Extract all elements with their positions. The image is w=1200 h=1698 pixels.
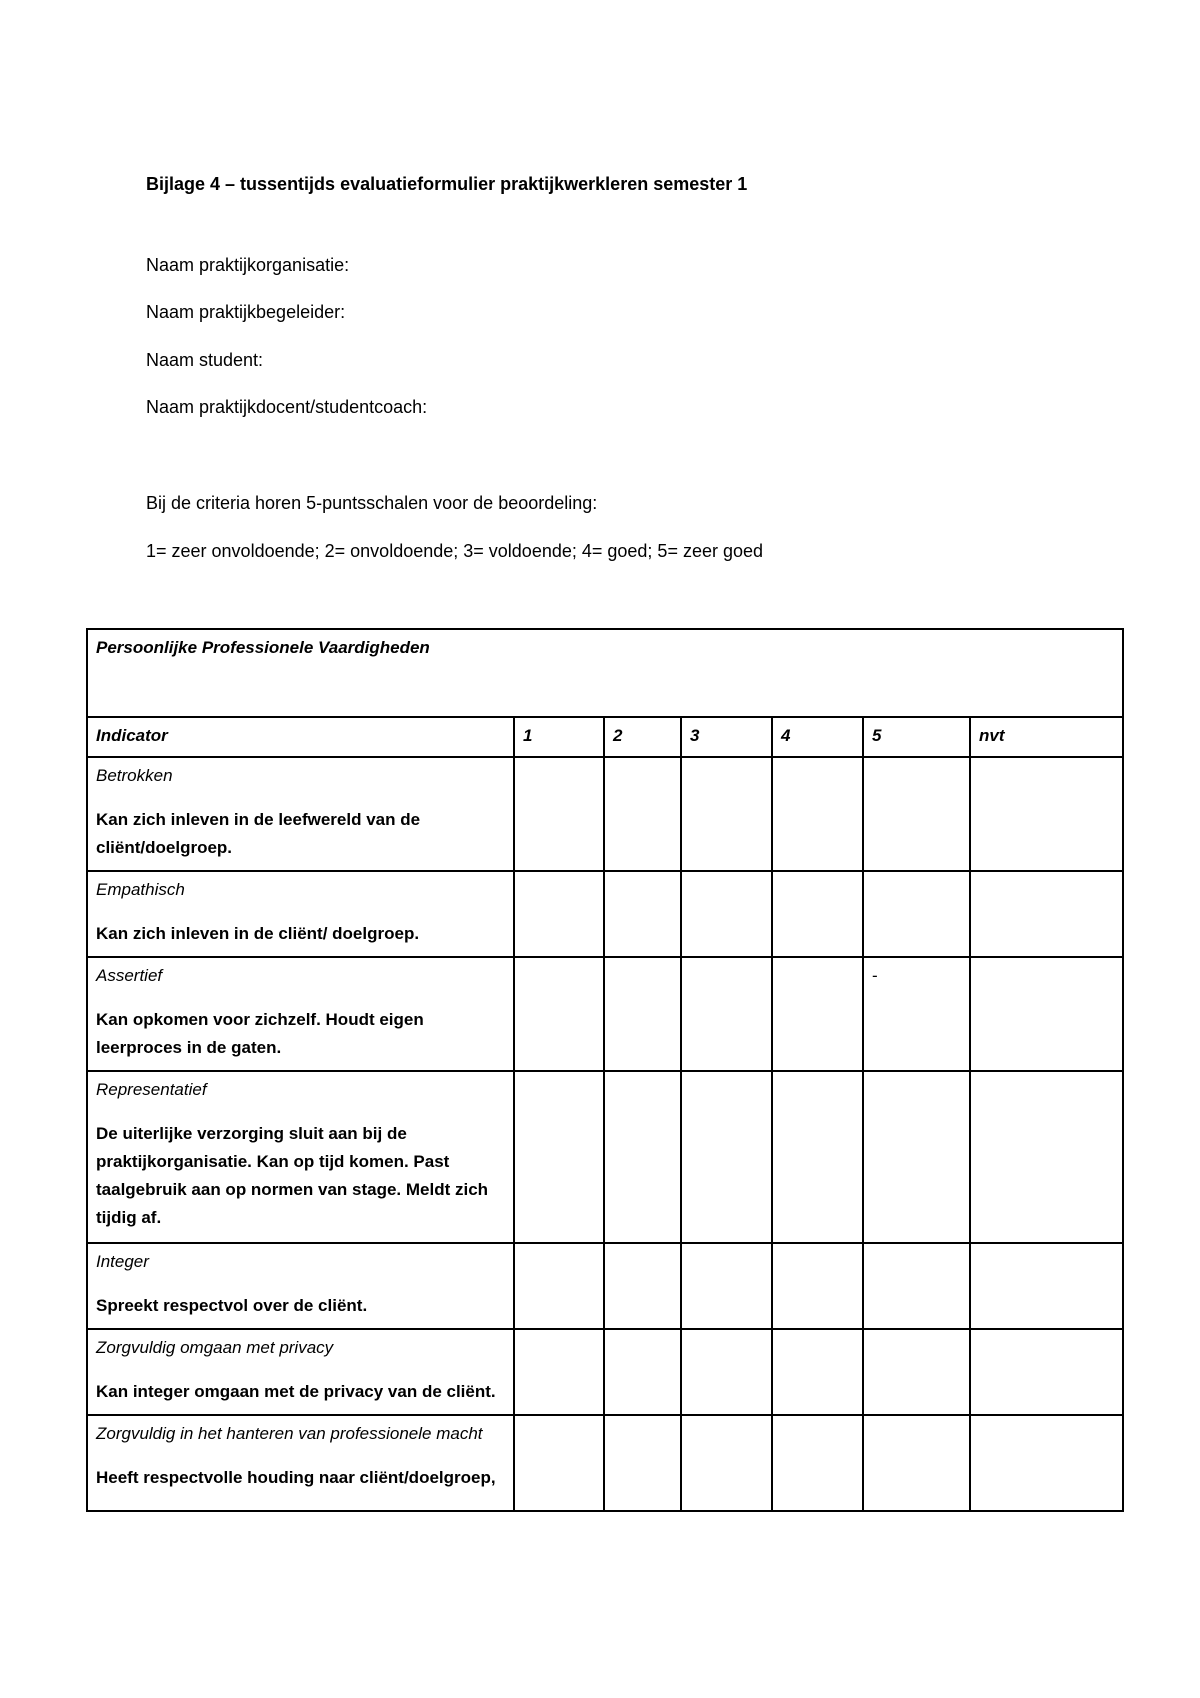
criterion-description: Kan zich inleven in de leefwereld van de cliënt/doelgroep. (96, 810, 421, 857)
criterion-description: Kan zich inleven in de cliënt/ doelgroep. (96, 924, 420, 943)
score-1-cell[interactable] (514, 1329, 604, 1415)
column-header-3: 3 (681, 717, 772, 757)
criterion-description: Kan opkomen voor zichzelf. Houdt eigen leerproces in de gaten. (96, 1010, 424, 1057)
score-nvt-cell[interactable] (970, 957, 1123, 1071)
score-4-cell[interactable] (772, 1415, 863, 1511)
criterion-name: Zorgvuldig in het hanteren van professionele macht (96, 1424, 483, 1443)
score-2-cell[interactable] (604, 1329, 681, 1415)
score-4-cell[interactable] (772, 1329, 863, 1415)
criterion-name: Zorgvuldig omgaan met privacy (96, 1338, 334, 1357)
scale-intro: Bij de criteria horen 5-puntsschalen voor de beoordeling: (146, 493, 598, 513)
score-3-cell[interactable] (681, 1071, 772, 1243)
score-3-cell[interactable] (681, 1415, 772, 1511)
criterion-indicator-cell (87, 1243, 514, 1329)
score-1-cell[interactable] (514, 1243, 604, 1329)
section-title: Persoonlijke Professionele Vaardigheden (87, 629, 1123, 717)
score-nvt-cell[interactable] (970, 757, 1123, 871)
score-4-cell[interactable] (772, 1071, 863, 1243)
score-3-cell[interactable] (681, 1243, 772, 1329)
criterion-description: De uiterlijke verzorging sluit aan bij de praktijkorganisatie. Kan op tijd komen. Past taalgebruik aan op normen van stage. Meldt zich tijdig af. (96, 1124, 489, 1227)
column-header-2: 2 (604, 717, 681, 757)
score-nvt-cell[interactable] (970, 1415, 1123, 1511)
score-2-cell[interactable] (604, 1071, 681, 1243)
criterion-row (87, 1415, 1123, 1511)
score-1-cell[interactable] (514, 957, 604, 1071)
criterion-row (87, 1329, 1123, 1415)
criterion-indicator-cell (87, 757, 514, 871)
score-2-cell[interactable] (604, 757, 681, 871)
score-3-cell[interactable] (681, 871, 772, 957)
criterion-description: Kan integer omgaan met de privacy van de cliënt. (96, 1382, 496, 1401)
document-title: Bijlage 4 – tussentijds evaluatieformulier praktijkwerkleren semester 1 (146, 174, 748, 194)
score-1-cell[interactable] (514, 1415, 604, 1511)
score-3-cell[interactable] (681, 757, 772, 871)
field-student: Naam student: (146, 350, 264, 370)
score-nvt-cell[interactable] (970, 1071, 1123, 1243)
criterion-description: Heeft respectvolle houding naar cliënt/doelgroep, (96, 1468, 496, 1487)
score-1-cell[interactable] (514, 1071, 604, 1243)
score-2-cell[interactable] (604, 871, 681, 957)
criterion-indicator-cell (87, 957, 514, 1071)
criterion-name: Assertief (96, 966, 163, 985)
criterion-indicator-cell (87, 1071, 514, 1243)
field-teacher: Naam praktijkdocent/studentcoach: (146, 397, 428, 417)
column-header-1: 1 (514, 717, 604, 757)
criterion-indicator-cell (87, 1329, 514, 1415)
column-header-indicator: Indicator (87, 717, 514, 757)
criterion-name: Integer (96, 1252, 149, 1271)
field-organisation: Naam praktijkorganisatie: (146, 255, 350, 275)
criterion-row (87, 1243, 1123, 1329)
score-1-cell[interactable] (514, 757, 604, 871)
column-header-5: 5 (863, 717, 970, 757)
score-nvt-cell[interactable] (970, 1329, 1123, 1415)
criterion-row (87, 1071, 1123, 1243)
score-2-cell[interactable] (604, 957, 681, 1071)
score-5-cell[interactable] (863, 1243, 970, 1329)
score-5-cell[interactable]: - (863, 957, 970, 1071)
score-1-cell[interactable] (514, 871, 604, 957)
criterion-row (87, 757, 1123, 871)
scale-legend: 1= zeer onvoldoende; 2= onvoldoende; 3= voldoende; 4= goed; 5= zeer goed (146, 541, 764, 561)
criterion-indicator-cell (87, 1415, 514, 1511)
score-4-cell[interactable] (772, 871, 863, 957)
section-header-row (87, 629, 1123, 717)
score-4-cell[interactable] (772, 1243, 863, 1329)
score-2-cell[interactable] (604, 1415, 681, 1511)
score-5-cell[interactable] (863, 1415, 970, 1511)
field-supervisor: Naam praktijkbegeleider: (146, 302, 346, 322)
criterion-name: Betrokken (96, 766, 173, 785)
score-3-cell[interactable] (681, 957, 772, 1071)
column-header-row (87, 717, 1123, 757)
criterion-row (87, 871, 1123, 957)
column-header-nvt: nvt (970, 717, 1123, 757)
score-4-cell[interactable] (772, 957, 863, 1071)
criterion-name: Representatief (96, 1080, 207, 1099)
score-5-cell[interactable] (863, 871, 970, 957)
criterion-name: Empathisch (96, 880, 185, 899)
score-5-cell[interactable] (863, 1071, 970, 1243)
score-3-cell[interactable] (681, 1329, 772, 1415)
score-nvt-cell[interactable] (970, 1243, 1123, 1329)
evaluation-table (86, 628, 1124, 1512)
criterion-description: Spreekt respectvol over de cliënt. (96, 1296, 368, 1315)
score-5-cell[interactable] (863, 1329, 970, 1415)
column-header-4: 4 (772, 717, 863, 757)
criterion-row (87, 957, 1123, 1071)
score-4-cell[interactable] (772, 757, 863, 871)
score-5-cell[interactable] (863, 757, 970, 871)
criterion-indicator-cell (87, 871, 514, 957)
score-nvt-cell[interactable] (970, 871, 1123, 957)
score-2-cell[interactable] (604, 1243, 681, 1329)
